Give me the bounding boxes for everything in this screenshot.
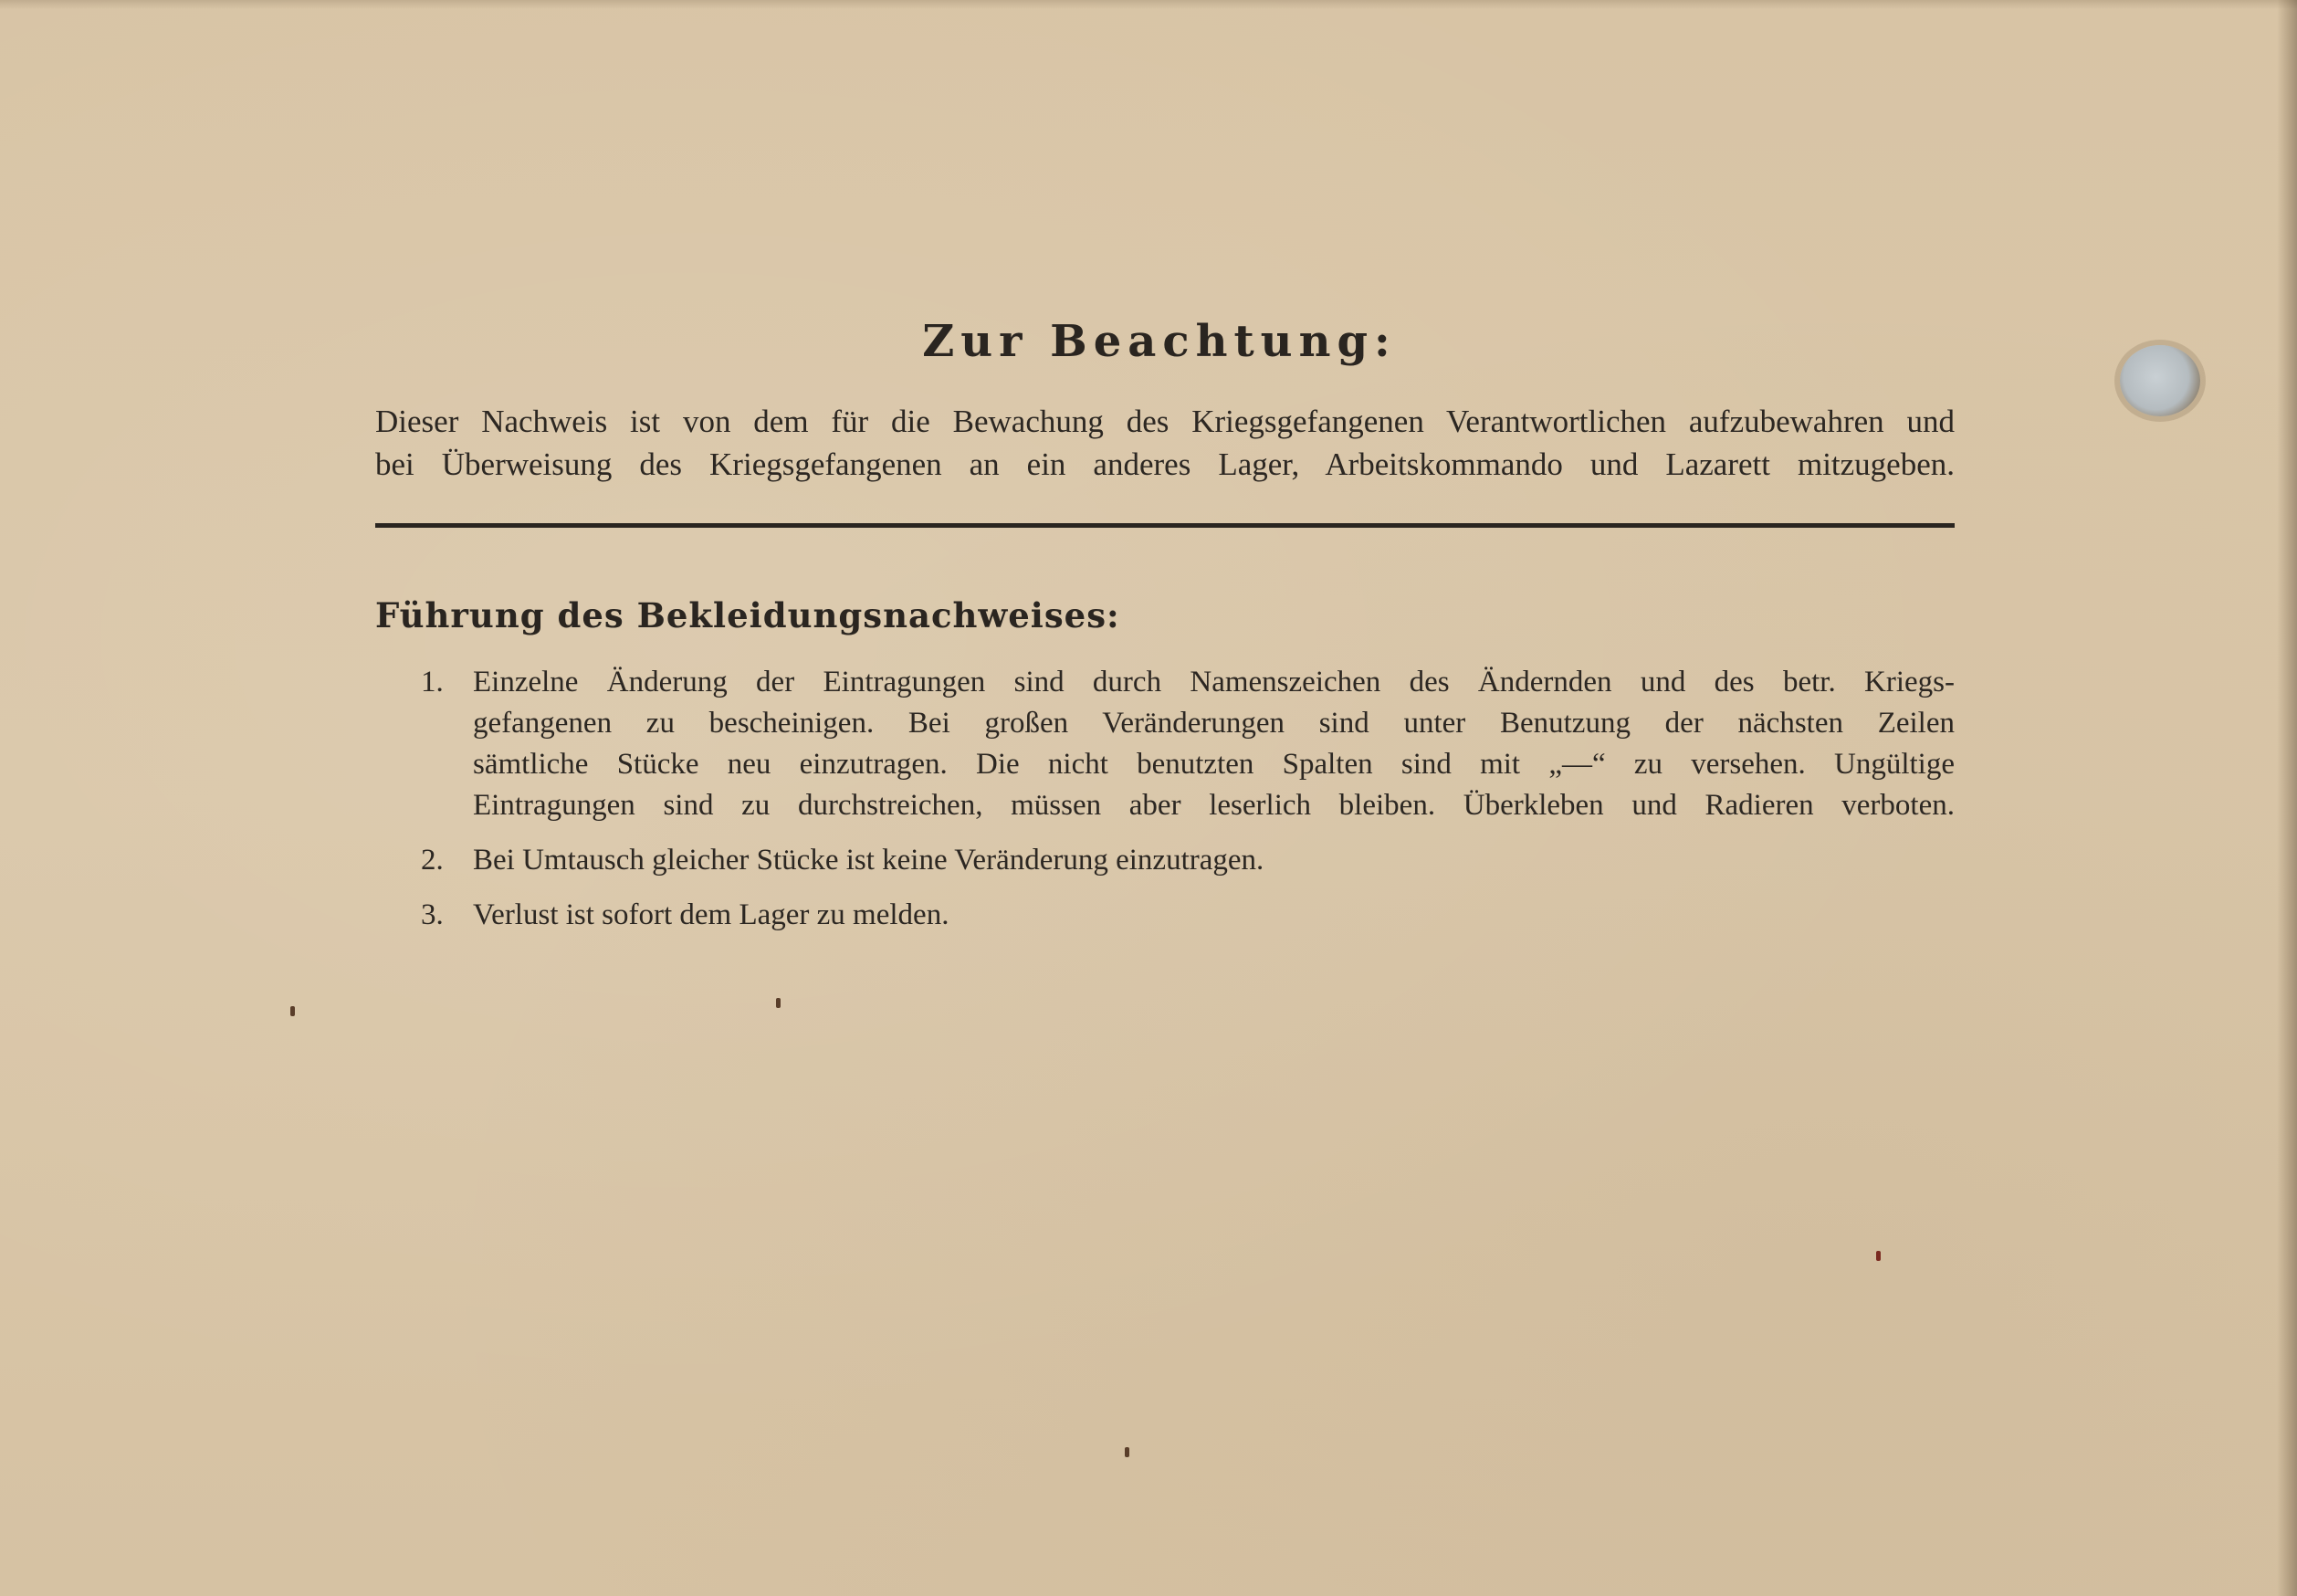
list-item-line: sämtliche Stücke neu einzutragen. Die nicht benutzten Spalten sind mit „—“ zu versehen. Ungültige	[473, 748, 1955, 781]
paper-right-edge	[2277, 0, 2297, 1596]
list-item-text	[473, 840, 1955, 881]
list-item-line: Bei Umtausch gleicher Stücke ist keine Veränderung einzutragen.	[473, 844, 1264, 877]
paper-speck	[290, 1006, 295, 1016]
list-item-line: gefangenen zu bescheinigen. Bei großen Veränderungen sind unter Benutzung der nächsten Zeilen	[473, 707, 1955, 740]
paper-speck	[1125, 1447, 1129, 1457]
page-title: Zur Beachtung:	[922, 316, 1397, 367]
list-item	[375, 662, 1955, 826]
section-title: Führung des Bekleidungsnachweises:	[375, 595, 1120, 635]
list-item-line: Verlust ist sofort dem Lager zu melden.	[473, 898, 949, 931]
intro-line: Dieser Nachweis ist von dem für die Bewachung des Kriegsgefangenen Verantwortlichen aufzubewahren und	[375, 404, 1955, 439]
list-item	[375, 895, 1955, 936]
paper-top-edge	[0, 0, 2297, 9]
list-item-text	[473, 895, 1955, 936]
list-item-number: 3.	[421, 898, 444, 931]
paper-speck	[776, 998, 781, 1008]
list-item-number: 1.	[421, 666, 444, 698]
divider-rule	[375, 523, 1955, 528]
list-item-line: Eintragungen sind zu durchstreichen, müssen aber leserlich bleiben. Überkleben und Radieren verboten.	[473, 789, 1955, 822]
list-item	[375, 840, 1955, 881]
intro-line: bei Überweisung des Kriegsgefangenen an ein anderes Lager, Arbeitskommando und Lazarett mitzugeben.	[375, 446, 1955, 482]
instruction-list	[375, 662, 1955, 950]
list-item-number: 2.	[421, 844, 444, 877]
list-item-text	[473, 662, 1955, 826]
intro-paragraph	[375, 400, 1955, 486]
paper-speck	[1876, 1251, 1881, 1261]
list-item-line: Einzelne Änderung der Eintragungen sind durch Namenszeichen des Ändernden und des betr. Kriegs-	[473, 666, 1955, 698]
